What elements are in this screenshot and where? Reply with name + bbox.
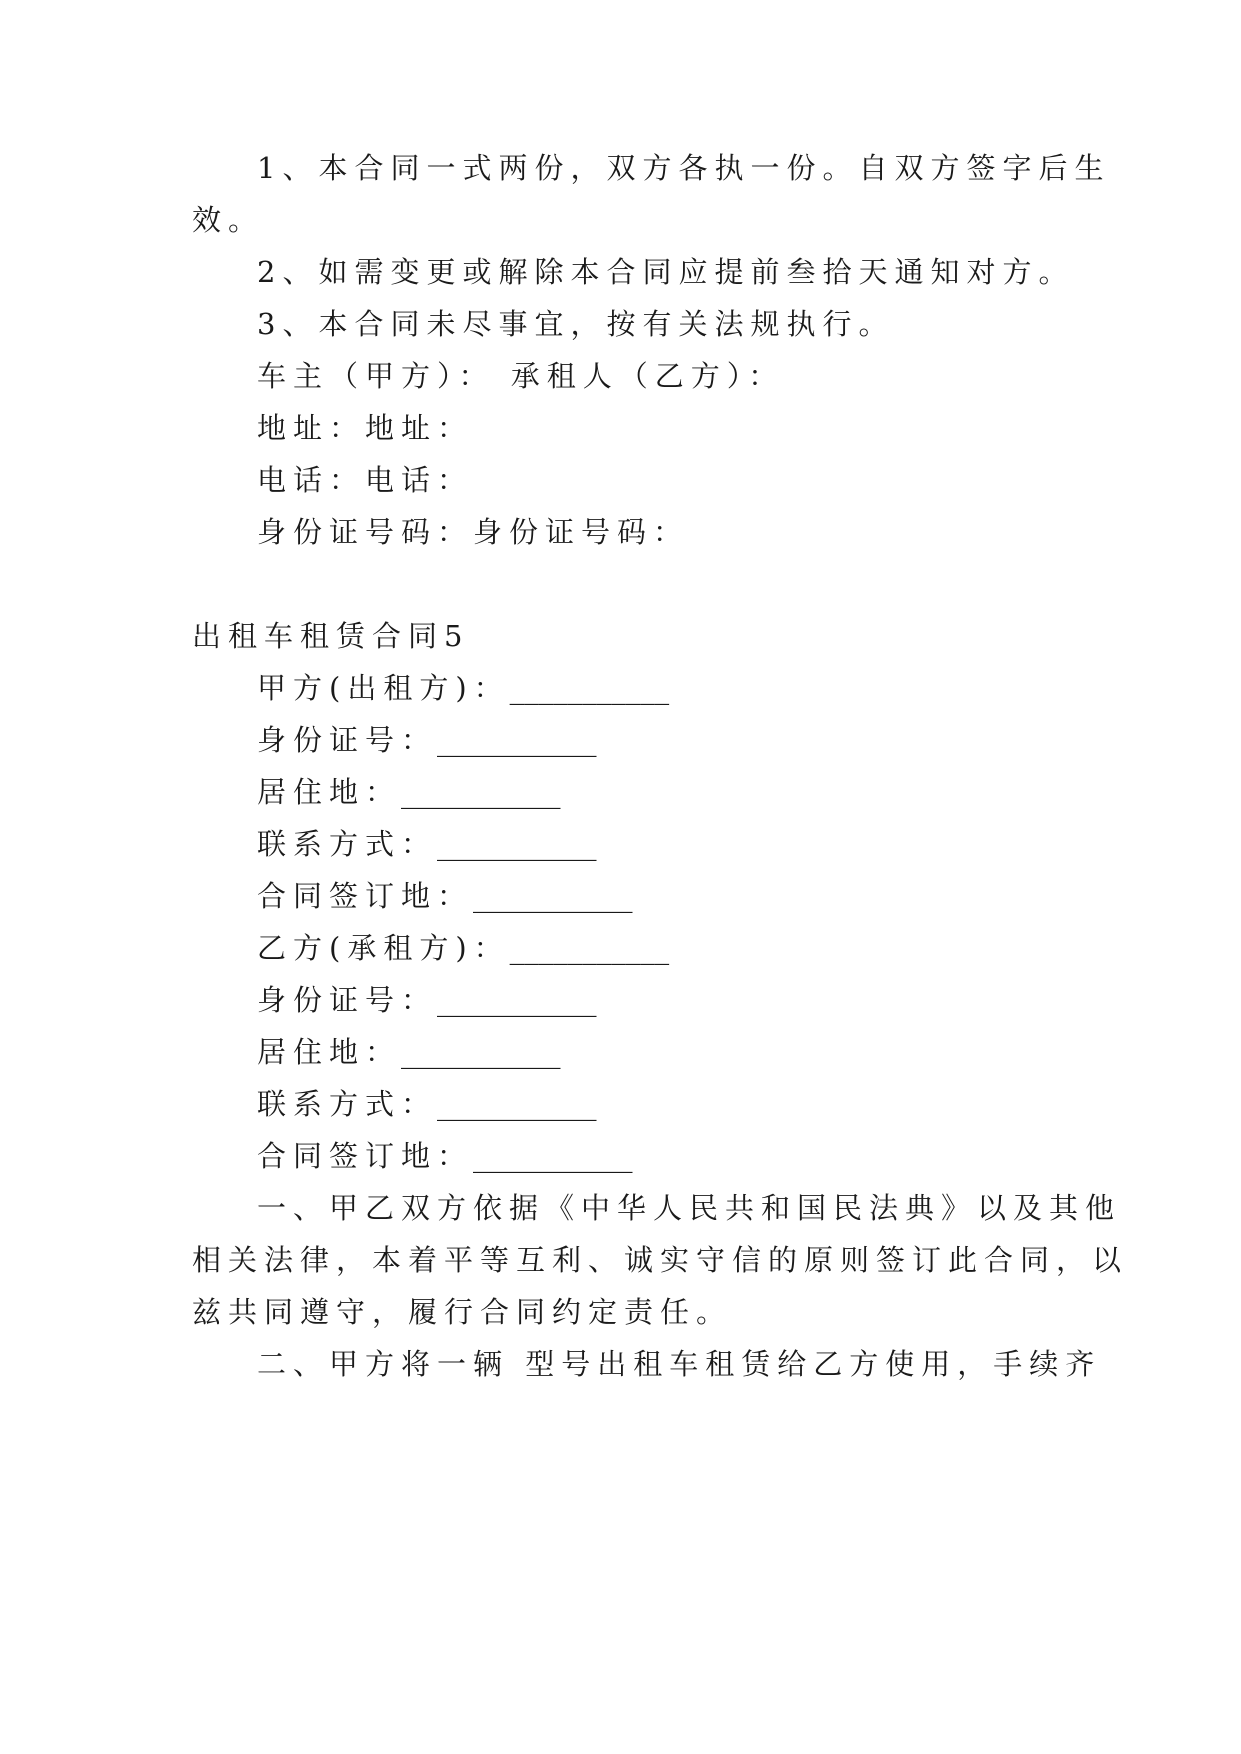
party-b-name-label: 乙方(承租方)： — [257, 931, 510, 965]
party-a-sign-place-field — [257, 878, 1117, 914]
article-1-line-2: 相关法律，本着平等互利、诚实守信的原则签订此合同，以 — [192, 1243, 1129, 1277]
phone-line: 电话：电话： — [257, 463, 474, 497]
party-b-name-blank: ___________ — [509, 931, 670, 965]
id-number-line: 身份证号码：身份证号码： — [257, 515, 690, 549]
clause-3: 3、本合同未尽事宜，按有关法规执行。 — [257, 307, 895, 341]
party-b-id-blank: ___________ — [437, 983, 597, 1017]
party-a-name-label: 甲方(出租方)： — [257, 671, 510, 705]
party-a-residence-field — [257, 774, 1117, 810]
party-a-sign-place-label: 合同签订地： — [257, 879, 474, 913]
party-a-contact-field — [257, 826, 1117, 862]
party-b-id-label: 身份证号： — [257, 983, 438, 1017]
party-b-residence-label: 居住地： — [257, 1035, 402, 1069]
contract-5-title: 出租车租赁合同5 — [192, 619, 470, 653]
party-b-sign-place-field — [257, 1138, 1117, 1174]
party-a-residence-label: 居住地： — [257, 775, 402, 809]
party-b-contact-label: 联系方式： — [257, 1087, 438, 1121]
article-2-line-1: 二、甲方将一辆 型号出租车租赁给乙方使用，手续齐 — [257, 1347, 1102, 1381]
clause-1-line-2: 效。 — [192, 203, 265, 237]
party-b-sign-place-blank: ___________ — [473, 1139, 633, 1173]
party-a-name-field — [257, 670, 1117, 706]
party-a-id-field — [257, 722, 1117, 758]
party-b-contact-blank: ___________ — [437, 1087, 597, 1121]
party-b-residence-field — [257, 1034, 1117, 1070]
party-b-residence-blank: ___________ — [401, 1035, 561, 1069]
address-line: 地址：地址： — [257, 411, 474, 445]
clause-1-line-1: 1、本合同一式两份，双方各执一份。自双方签字后生 — [257, 151, 1111, 185]
party-a-contact-label: 联系方式： — [257, 827, 438, 861]
party-a-id-blank: ___________ — [437, 723, 597, 757]
party-a-name-blank: ___________ — [509, 671, 670, 705]
party-b-contact-field — [257, 1086, 1117, 1122]
party-a-contact-blank: ___________ — [437, 827, 597, 861]
party-b-sign-place-label: 合同签订地： — [257, 1139, 474, 1173]
party-a-residence-blank: ___________ — [401, 775, 561, 809]
party-b-id-field — [257, 982, 1117, 1018]
clause-2: 2、如需变更或解除本合同应提前叁拾天通知对方。 — [257, 255, 1075, 289]
article-1-line-1: 一、甲乙双方依据《中华人民共和国民法典》以及其他 — [257, 1191, 1122, 1225]
party-a-id-label: 身份证号： — [257, 723, 438, 757]
party-b-name-field — [257, 930, 1117, 966]
article-1-line-3: 兹共同遵守，履行合同约定责任。 — [192, 1295, 733, 1329]
party-a-sign-place-blank: ___________ — [473, 879, 633, 913]
owner-tenant-line: 车主（甲方）： 承租人（乙方）： — [257, 359, 785, 393]
